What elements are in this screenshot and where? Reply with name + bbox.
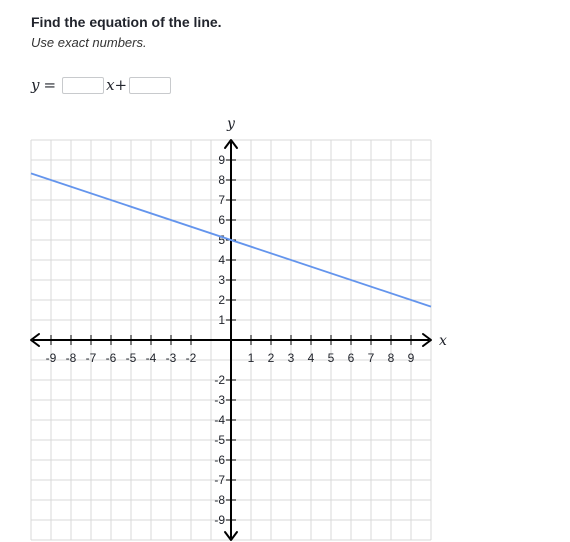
question-title: Find the equation of the line. <box>31 14 222 30</box>
x-tick-label: -4 <box>145 351 157 365</box>
y-tick-label: 2 <box>218 293 225 307</box>
y-tick-label: 1 <box>218 313 225 327</box>
x-tick-label: -6 <box>105 351 117 365</box>
equation-lhs: y <box>31 76 40 94</box>
x-tick-label: 9 <box>407 351 415 365</box>
x-tick-label: 8 <box>387 351 395 365</box>
y-tick-label: 5 <box>218 233 225 247</box>
y-tick-label: -4 <box>214 413 225 427</box>
x-tick-label: -7 <box>85 351 97 365</box>
equals-sign: = <box>43 76 57 94</box>
x-tick-label: -5 <box>125 351 137 365</box>
x-tick-label: 5 <box>327 351 335 365</box>
y-tick-label: -3 <box>214 393 225 407</box>
x-tick-label: 1 <box>247 351 255 365</box>
y-tick-label: -8 <box>214 493 225 507</box>
equation-x-variable: x <box>106 76 115 94</box>
x-axis-label: x <box>439 333 447 349</box>
x-tick-label: -9 <box>45 351 57 365</box>
y-tick-label: 3 <box>218 273 225 287</box>
x-tick-label: -8 <box>65 351 77 365</box>
y-tick-label: -5 <box>214 433 225 447</box>
plus-sign: + <box>114 76 128 94</box>
y-tick-label: -9 <box>214 513 225 527</box>
y-tick-label: 6 <box>218 213 225 227</box>
x-tick-label: 2 <box>267 351 275 365</box>
y-tick-label: -6 <box>214 453 225 467</box>
x-tick-label: 6 <box>347 351 355 365</box>
y-tick-label: -7 <box>214 473 225 487</box>
y-tick-label: 8 <box>218 173 225 187</box>
y-tick-label: 4 <box>218 253 225 267</box>
x-tick-label: -2 <box>185 351 197 365</box>
y-tick-label: 9 <box>218 153 225 167</box>
y-tick-label: -2 <box>214 373 225 387</box>
x-tick-label: -3 <box>165 351 177 365</box>
y-tick-label: 7 <box>218 193 225 207</box>
x-tick-label: 7 <box>367 351 375 365</box>
x-tick-label: 3 <box>287 351 295 365</box>
y-axis-label: y <box>227 116 235 132</box>
question-subtitle: Use exact numbers. <box>31 35 147 50</box>
x-tick-label: 4 <box>307 351 315 365</box>
